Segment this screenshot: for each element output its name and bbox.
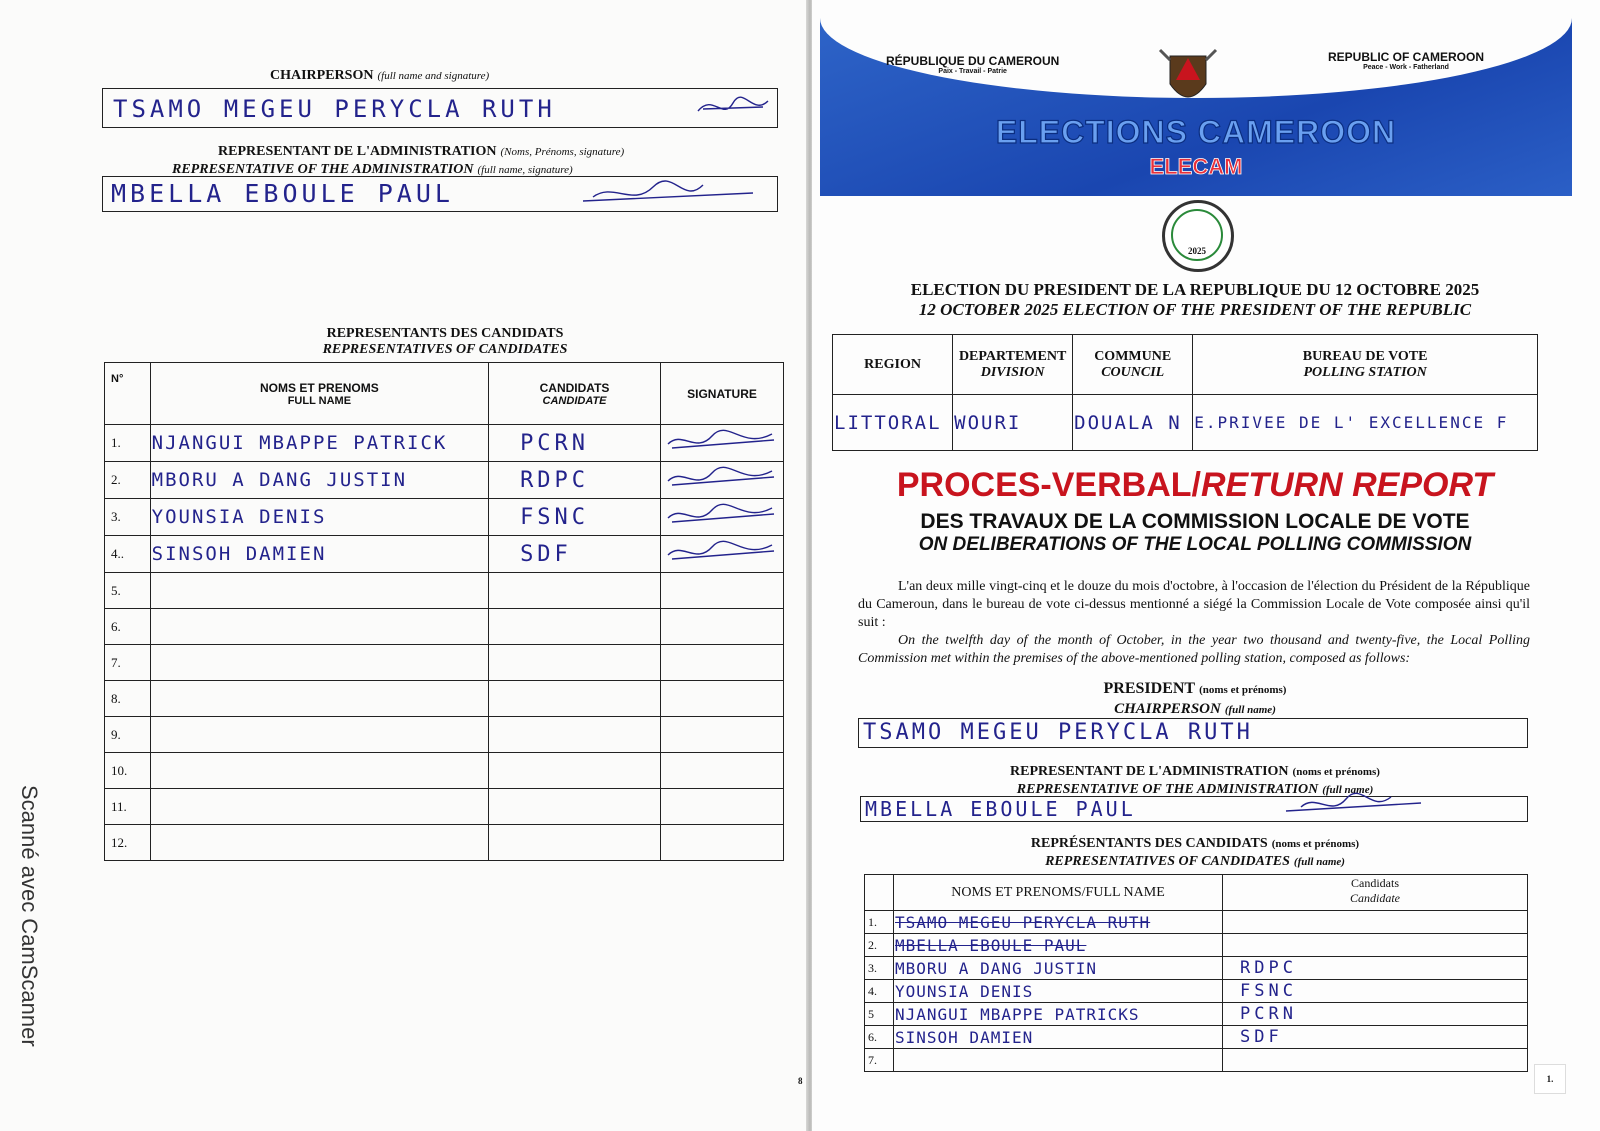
col-name [150, 363, 488, 425]
row-name [150, 499, 488, 536]
row-name [150, 609, 488, 645]
row-number: 4. [865, 980, 894, 1003]
table-row [865, 980, 1528, 1003]
row-signature [661, 645, 784, 681]
row-name [150, 645, 488, 681]
chairperson-signature [693, 91, 773, 125]
col-candidate-fr: CANDIDATS [539, 380, 610, 395]
candidates-heading-right [812, 834, 1578, 870]
row-candidate-text: PCRN [1240, 1004, 1297, 1024]
candidates-subtitle-right-fr: (noms et prénoms) [1271, 838, 1360, 850]
col-candidate [489, 363, 661, 425]
admin-name: MBELLA EBOULE PAUL [111, 179, 454, 208]
location-value-text: E.PRIVEE DE L' EXCELLENCE F [1194, 412, 1509, 432]
row-name-text: SINSOH DAMIEN [895, 1027, 1034, 1047]
row-name [150, 753, 488, 789]
location-header [1073, 335, 1193, 395]
republic-en [1328, 50, 1484, 71]
chairperson-label-right [812, 700, 1578, 718]
col-candidate-right-en: Candidate [1350, 891, 1400, 905]
location-header [833, 335, 953, 395]
candidates-title-en: REPRESENTATIVES OF CANDIDATES [322, 342, 568, 357]
location-value [953, 395, 1073, 451]
row-number: 3. [865, 957, 894, 980]
coat-of-arms-icon [1150, 44, 1226, 114]
row-number: 5 [865, 1003, 894, 1026]
row-name-text: MBORU A DANG JUSTIN [895, 958, 1098, 978]
row-name-text: NJANGUI MBAPPE PATRICK [151, 432, 448, 454]
row-candidate [489, 499, 661, 536]
intro-paragraph-en: On the twelfth day of the month of October, in the year two thousand and twenty-five, the Local Polling Commission met within the premises of the above-mentioned polling station, composed as follows: [858, 633, 1530, 666]
row-candidate-text [490, 650, 520, 675]
row-signature [661, 536, 784, 573]
table-row [105, 681, 784, 717]
republic-fr-title: RÉPUBLIQUE DU CAMEROUN [886, 54, 1060, 68]
table-row [105, 462, 784, 499]
row-signature [661, 825, 784, 861]
row-candidate [1223, 934, 1528, 957]
row-candidate [1223, 911, 1528, 934]
row-number: 2. [865, 934, 894, 957]
row-name [894, 957, 1223, 980]
republic-fr-motto: Paix - Travail - Patrie [938, 68, 1007, 75]
table-row [865, 934, 1528, 957]
election-seal-icon [1162, 200, 1234, 272]
admin-subtitle-fr: (Noms, Prénoms, signature) [500, 146, 625, 158]
row-name [894, 980, 1223, 1003]
row-signature [661, 681, 784, 717]
election-title-en: 12 OCTOBER 2025 ELECTION OF THE PRESIDENT OF THE REPUBLIC [918, 300, 1472, 319]
col-number: N° [105, 363, 151, 425]
candidates-title-right-en: REPRESENTATIVES OF CANDIDATES [1045, 854, 1290, 869]
chairperson-box [102, 88, 778, 128]
chairperson-name: TSAMO MEGEU PERYCLA RUTH [113, 95, 556, 123]
col-candidate-right [1223, 875, 1528, 911]
location-value-text: WOURI [954, 411, 1022, 434]
row-candidate-text [1224, 912, 1240, 932]
row-name [894, 1049, 1223, 1072]
row-name [150, 789, 488, 825]
table-row [105, 789, 784, 825]
candidates-subtitle-right-en: (full name) [1293, 856, 1345, 868]
banner-header-area [820, 18, 1572, 98]
candidate-signature [662, 500, 782, 530]
candidate-signature [662, 426, 782, 456]
republic-en-motto: Peace - Work - Fatherland [1363, 64, 1449, 71]
row-signature [661, 609, 784, 645]
report-title-fr: PROCES-VERBAL/ [896, 466, 1201, 504]
table-row [105, 573, 784, 609]
table-row [865, 1049, 1528, 1072]
admin-title-right-en: REPRESENTATIVE OF THE ADMINISTRATION [1016, 782, 1319, 797]
admin-subtitle-en: (full name, signature) [477, 164, 573, 176]
row-candidate [1223, 957, 1528, 980]
row-candidate [489, 789, 661, 825]
location-value-text: LITTORAL [834, 411, 942, 434]
row-candidate [489, 536, 661, 573]
row-candidate-text [1224, 1050, 1240, 1070]
chairperson-label [270, 66, 489, 84]
row-candidate-text [490, 722, 520, 747]
table-row [105, 717, 784, 753]
location-header [953, 335, 1073, 395]
admin-signature-right [1281, 789, 1431, 823]
table-row [105, 825, 784, 861]
row-candidate [1223, 980, 1528, 1003]
location-value [1073, 395, 1193, 451]
table-row [865, 957, 1528, 980]
table-row [865, 911, 1528, 934]
row-number: 9. [105, 717, 151, 753]
table-row [105, 536, 784, 573]
location-header [1193, 335, 1538, 395]
row-name [150, 681, 488, 717]
row-candidate-text: PCRN [520, 430, 590, 456]
admin-label-fr [218, 142, 624, 160]
candidates-title-right-fr: REPRÉSENTANTS DES CANDIDATS [1030, 836, 1268, 851]
admin-box-right [860, 796, 1528, 822]
col-name-en: FULL NAME [287, 394, 352, 407]
row-candidate [1223, 1026, 1528, 1049]
location-header-en: COUNCIL [1101, 364, 1165, 380]
row-candidate-text [490, 758, 520, 783]
row-signature [661, 753, 784, 789]
table-row [105, 645, 784, 681]
elecam-title: ELECTIONS CAMEROON [995, 114, 1397, 150]
row-number: 12. [105, 825, 151, 861]
row-candidate-text [490, 614, 520, 639]
row-name-text: MBELLA EBOULE PAUL [895, 935, 1087, 955]
admin-title-right-fr: REPRESENTANT DE L'ADMINISTRATION [1010, 764, 1289, 779]
row-candidate [489, 573, 661, 609]
candidates-title-fr: REPRESENTANTS DES CANDIDATS [326, 326, 564, 341]
republic-fr [886, 54, 1059, 75]
row-number: 6. [865, 1026, 894, 1049]
row-number: 10. [105, 753, 151, 789]
location-header-fr: COMMUNE [1094, 348, 1172, 364]
admin-signature [573, 177, 773, 211]
seal-year: 2025 [1171, 209, 1223, 261]
row-signature [661, 717, 784, 753]
admin-subtitle-right-en: (full name) [1322, 784, 1374, 796]
col-number-right [865, 875, 894, 911]
row-candidate [1223, 1049, 1528, 1072]
row-signature [661, 789, 784, 825]
col-signature: SIGNATURE [661, 363, 784, 425]
chairperson-subtitle: (full name and signature) [377, 70, 490, 82]
chairperson-box-right [858, 718, 1528, 748]
row-candidate-text: FSNC [520, 504, 590, 530]
row-name [894, 911, 1223, 934]
election-heading [812, 280, 1578, 320]
table-row [105, 609, 784, 645]
elecam-banner [820, 18, 1572, 196]
row-candidate-text: SDF [520, 541, 572, 567]
location-header-fr: BUREAU DE VOTE [1302, 348, 1428, 364]
row-name-text: NJANGUI MBAPPE PATRICKS [895, 1004, 1140, 1024]
row-number: 7. [865, 1049, 894, 1072]
row-number: 1. [105, 425, 151, 462]
row-name-text: TSAMO MEGEU PERYCLA RUTH [895, 912, 1151, 932]
president-label [812, 680, 1578, 698]
intro-paragraph-fr: L'an deux mille vingt-cinq et le douze du mois d'octobre, à l'occasion de l'élection du Président de la République du Cameroun, dans le bureau de vote ci-dessus mentionné a siégé la Commission Locale de Vote composée ainsi qu'il suit : [858, 579, 1530, 630]
row-name [150, 536, 488, 573]
admin-name-right: MBELLA EBOULE PAUL [865, 797, 1136, 821]
row-candidate [489, 753, 661, 789]
republic-en-title: REPUBLIC OF CAMEROON [1328, 50, 1484, 64]
row-candidate [489, 462, 661, 499]
election-title-fr: ELECTION DU PRESIDENT DE LA REPUBLIQUE DU 12 OCTOBRE 2025 [910, 280, 1480, 299]
location-table [832, 334, 1538, 451]
row-candidate [489, 717, 661, 753]
row-number: 7. [105, 645, 151, 681]
elecam-short: ELECAM [1149, 154, 1243, 179]
president-title: PRESIDENT [1103, 680, 1196, 697]
report-subtitle-fr: DES TRAVAUX DE LA COMMISSION LOCALE DE VOTE [920, 510, 1470, 533]
admin-title-en: REPRESENTATIVE OF THE ADMINISTRATION [172, 162, 474, 177]
admin-subtitle-right-fr: (noms et prénoms) [1292, 766, 1380, 778]
row-candidate [489, 645, 661, 681]
location-header-fr: DEPARTEMENT [958, 348, 1067, 364]
row-candidate-text [1224, 935, 1240, 955]
row-signature [661, 462, 784, 499]
row-name-text: SINSOH DAMIEN [151, 543, 327, 565]
row-candidate-text: SDF [1240, 1027, 1283, 1047]
president-subtitle: (noms et prénoms) [1199, 684, 1287, 696]
row-candidate [489, 425, 661, 462]
location-header-en: POLLING STATION [1303, 364, 1427, 380]
col-name-fr: NOMS ET PRENOMS [260, 380, 379, 395]
admin-box [102, 176, 778, 212]
report-subtitle [812, 510, 1578, 556]
chairperson-subtitle-right: (full name) [1224, 704, 1276, 716]
row-name [894, 1003, 1223, 1026]
row-signature [661, 573, 784, 609]
row-candidate [1223, 1003, 1528, 1026]
row-number: 4.. [105, 536, 151, 573]
row-name [150, 425, 488, 462]
table-row [105, 499, 784, 536]
col-name-right: NOMS ET PRENOMS/FULL NAME [894, 875, 1223, 911]
row-name [894, 934, 1223, 957]
row-candidate-text: FSNC [1240, 981, 1297, 1001]
location-header-fr: REGION [864, 356, 921, 372]
candidate-signature [662, 463, 782, 493]
report-title-en: RETURN REPORT [1200, 466, 1494, 504]
row-name [150, 573, 488, 609]
row-name-text: YOUNSIA DENIS [895, 981, 1034, 1001]
row-name [894, 1026, 1223, 1049]
col-candidate-right-fr: Candidats [1351, 876, 1399, 890]
row-name-text: MBORU A DANG JUSTIN [151, 469, 408, 491]
row-candidate [489, 609, 661, 645]
table-row [865, 1003, 1528, 1026]
location-value [833, 395, 953, 451]
row-candidate [489, 825, 661, 861]
row-candidate-text [490, 686, 520, 711]
row-number: 3. [105, 499, 151, 536]
col-candidate-en: CANDIDATE [542, 394, 607, 407]
candidates-table-right [864, 874, 1528, 1072]
row-number: 8. [105, 681, 151, 717]
row-number: 2. [105, 462, 151, 499]
row-candidate-text [490, 830, 520, 855]
table-row [105, 753, 784, 789]
row-candidate-text [490, 578, 520, 603]
right-page [812, 0, 1600, 1131]
camscanner-watermark: Scanné avec CamScanner [17, 785, 42, 1047]
row-signature [661, 425, 784, 462]
row-name-text: YOUNSIA DENIS [151, 506, 327, 528]
row-candidate-text: RDPC [520, 467, 590, 493]
chairperson-name-right: TSAMO MEGEU PERYCLA RUTH [863, 720, 1253, 745]
table-row [105, 425, 784, 462]
row-name [150, 717, 488, 753]
candidate-signature [662, 537, 782, 567]
row-number: 5. [105, 573, 151, 609]
row-number: 1. [865, 911, 894, 934]
row-number: 11. [105, 789, 151, 825]
chairperson-title-right: CHAIRPERSON [1114, 701, 1221, 717]
row-number: 6. [105, 609, 151, 645]
page-number-left: 8 [798, 1076, 803, 1086]
chairperson-title: CHAIRPERSON [270, 68, 374, 83]
location-value-text: DOUALA N [1074, 411, 1182, 434]
admin-label-right-fr [812, 762, 1578, 780]
candidates-heading [0, 326, 890, 358]
row-candidate-text [490, 794, 520, 819]
row-name [150, 462, 488, 499]
location-value [1193, 395, 1538, 451]
row-signature [661, 499, 784, 536]
page-number-right: 1. [1534, 1064, 1566, 1094]
row-name [150, 825, 488, 861]
table-row [865, 1026, 1528, 1049]
report-subtitle-en: ON DELIBERATIONS OF THE LOCAL POLLING COMMISSION [918, 534, 1472, 555]
admin-title-fr: REPRESENTANT DE L'ADMINISTRATION [218, 144, 497, 159]
candidates-table-left [104, 362, 784, 861]
row-candidate-text: RDPC [1240, 958, 1297, 978]
row-candidate [489, 681, 661, 717]
location-header-en: DIVISION [980, 364, 1045, 380]
report-title [812, 466, 1578, 505]
